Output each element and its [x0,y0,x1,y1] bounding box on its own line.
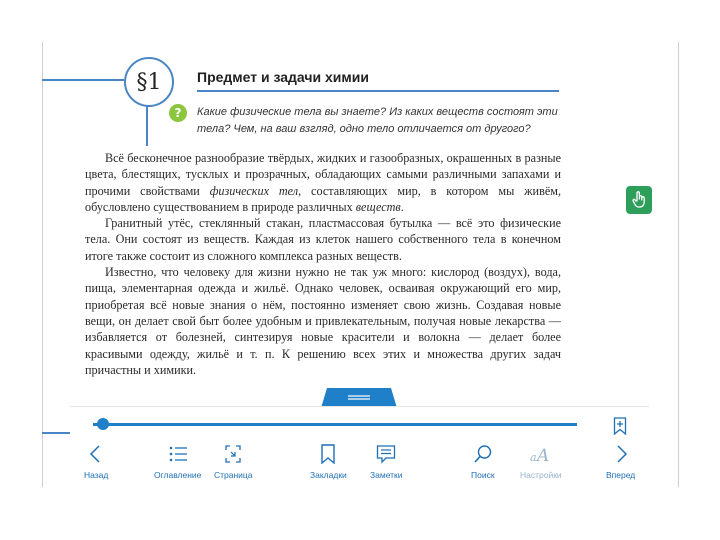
search-label: Поиск [471,470,495,480]
pointing-hand-icon [631,191,647,209]
section-number: §1 [136,69,162,95]
paragraph-1 [85,150,561,215]
svg-text:a: a [529,451,537,464]
back-button[interactable] [84,444,108,480]
toolbar-pull-tab[interactable] [321,388,397,408]
paragraph-3: Известно, что человеку для жизни нужно не так уж много: кислород (воздух), вода, пища, элементарная одежда и жильё. Однако человек, осваивая окружающий его мир, приобретая всё новые знания о нём, постоянно изменяет свою жизнь. Создавая новые вещи, он делает свой быт более удобным и привлекательным, получая новые лекарства — избавляется от болезней, синтезируя новые красители и волокна — делает более красивыми одежду, жильё и т. п. К решению всех этих и множества других задач причастны и химики. [85,265,561,377]
page-icon [223,444,243,464]
forward-button[interactable] [606,444,635,480]
contents-label: Оглавление [154,470,202,480]
body-text [85,150,561,378]
paragraph-2: Гранитный утёс, стеклянный стакан, пластмассовая бутылка — всё это физические тела. Они состоят из веществ. Каждая из клеток нашего собственного тела в конечном итоге также состоит из сложного комплекса разных веществ. [85,216,561,263]
bookmarks-label: Закладки [310,470,347,480]
paragraph-1-text-a: Всё бесконечное разнообразие твёрдых, жидких и газообразных, окрашенных в разные цвета, блестящих, тусклых и прозрачных, обладающих самыми различными запахами и прочими свойствами [85,151,561,198]
section-title: Предмет и задачи химии [197,69,369,85]
settings-label: Настройки [520,470,562,480]
bookmark-icon [318,444,338,464]
header-rule-right [197,90,559,92]
notes-label: Заметки [370,470,403,480]
notes-button[interactable] [370,444,403,480]
paragraph-1-text-b: , составляющих мир, в котором мы живём, обусловлено существованием в природе различных [85,183,562,214]
list-icon [168,444,188,464]
section-number-badge [124,57,174,107]
chevron-left-icon [86,444,106,464]
badge-stem [146,104,148,146]
chevron-right-icon [611,444,631,464]
page-button[interactable] [214,444,253,480]
add-bookmark-icon[interactable] [613,417,627,435]
question-text: Какие физические тела вы знаете? Из каких веществ состоят эти тела? Чем, на ваш взгляд, одно тело отличается от другого? [197,106,558,135]
interactive-hand-button[interactable] [626,186,652,214]
settings-button[interactable] [520,444,562,480]
bookmarks-button[interactable] [310,444,347,480]
question-icon: ? [169,104,187,122]
reading-progress-knob[interactable] [97,418,109,430]
notes-icon [376,444,396,464]
back-label: Назад [84,470,109,480]
svg-text:A: A [536,446,550,464]
paragraph-1-text-c: . [400,199,404,214]
forward-label: Вперед [606,470,636,480]
header-rule-left [42,79,124,81]
reading-progress-track[interactable] [93,423,577,426]
term-physical-bodies: физических тел [209,183,299,198]
term-substances: веществ [355,199,401,214]
search-button[interactable] [471,444,495,480]
search-icon [473,444,493,464]
contents-button[interactable] [154,444,201,480]
page-label: Страница [214,470,253,480]
font-settings-icon [530,444,552,464]
